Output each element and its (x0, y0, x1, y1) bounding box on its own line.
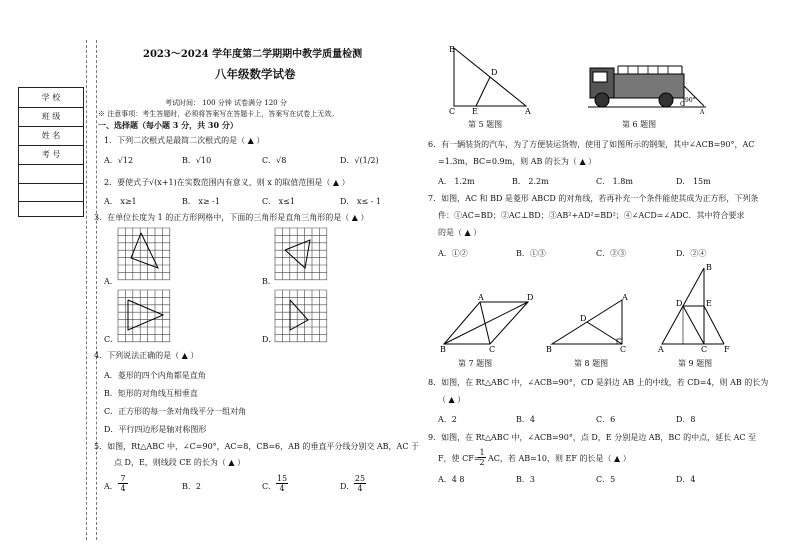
q9-stem2-b: AC，若 AB=10，则 EF 的长是（ ▲ ） (488, 454, 631, 463)
info-class: 班 级 (41, 112, 61, 121)
q3-option-c: C． (104, 335, 119, 344)
q4-stem: 4．下列说法正确的是（ ▲ ） (94, 351, 199, 360)
figure-9-caption: 第 9 题图 (678, 359, 713, 368)
q2-option-c: C． x≤1 (262, 197, 295, 206)
q9-option-a: A．4 8 (438, 475, 465, 484)
q8-stem: 8．如图，在 Rt△ABC 中，∠ACB=90°，CD 是斜边 AB 上的中线，若 CD=4，则 AB 的长为 (428, 378, 769, 387)
figure-9 (656, 262, 736, 354)
q6-option-c: C． 1.8m (596, 177, 633, 186)
q3-grid-a (118, 228, 172, 282)
f8-label-c: C (620, 345, 627, 354)
f9-label-c: C (701, 345, 708, 354)
q7-option-c: C．②③ (596, 249, 627, 258)
f9-label-b: B (706, 263, 712, 272)
f9-label-a: A (658, 345, 664, 354)
q2-option-a: A． x≥1 (104, 197, 137, 206)
q5-option-b: B．2 (182, 482, 201, 491)
binding-line (96, 40, 97, 540)
figure-8-caption: 第 8 题图 (574, 359, 609, 368)
f8-label-a: A (622, 293, 628, 302)
figure-7 (438, 294, 534, 354)
q8-option-d: D．8 (676, 415, 696, 424)
q5-option-d: D． (340, 482, 355, 491)
q7-stem: 7．如图，AC 和 BD 是菱形 ABCD 的对角线，若再补充一个条件能使其成为正方形，下列条 (428, 194, 759, 203)
f7-label-b: B (440, 345, 446, 354)
f5-label-c: C (449, 107, 456, 116)
q9-option-b: B．3 (516, 475, 535, 484)
q4-option-b: B．矩形的对角线互相垂直 (104, 389, 198, 398)
figure-7-caption: 第 7 题图 (458, 359, 493, 368)
q1-option-c: C．√8 (262, 156, 287, 165)
f6-label-a: A (700, 109, 705, 116)
q3-grid-b (275, 228, 329, 282)
q5-stem2: 点 D，E，则线段 CE 的长为（ ▲ ） (114, 458, 246, 467)
q4-option-c: C．正方形的每一条对角线平分一组对角 (104, 407, 247, 416)
q3-stem: 3．在单位长度为 1 的正方形网格中，下面的三角形是直角三角形的是（ ▲ ） (94, 213, 369, 222)
q7-stem2: 件：①AC=BD；②AC⊥BD；③AB²+AD²=BD²；④∠ACD=∠ADC．其中符合要求 (438, 211, 745, 220)
q1-option-d: D．√(1/2) (340, 156, 379, 165)
q8-stem2: （ ▲ ） (438, 395, 466, 404)
f7-label-a: A (478, 293, 484, 302)
q8-option-b: B．4 (516, 415, 535, 424)
student-info-table (18, 87, 84, 217)
q5-option-c: C． (262, 482, 277, 491)
f7-label-c: C (489, 345, 496, 354)
info-school: 学 校 (41, 93, 61, 102)
q5-option-a-fraction: 7 4 (118, 474, 128, 493)
q9-stem2-a: F，使 CF= (438, 454, 481, 463)
q1-stem: 1．下列二次根式是最简二次根式的是（ ▲ ） (104, 136, 265, 145)
q3-option-a: A． (104, 277, 118, 286)
q8-option-c: C．6 (596, 415, 616, 424)
exam-title: 2023～2024 学年度第二学期期中教学质量检测 (143, 49, 363, 60)
figure-5 (446, 44, 536, 118)
q9-option-c: C．5 (596, 475, 616, 484)
q2-option-b: B． x≥ -1 (182, 197, 220, 206)
q6-option-b: B． 2.2m (512, 177, 549, 186)
exam-meta: 考试时间： 100 分钟 试卷满分 120 分 (165, 99, 287, 107)
q3-grid-d (275, 290, 329, 344)
f8-label-b: B (546, 345, 552, 354)
section-title: 一、选择题（每小题 3 分，共 30 分） (98, 120, 238, 130)
q5-stem: 5．如图，Rt△ABC 中，∠C=90°，AC=8，CB=6，AB 的垂直平分线分别交 AB，AC 于 (94, 442, 419, 451)
binding-line (86, 40, 87, 540)
figure-6-truck (588, 60, 708, 116)
f5-label-d: D (491, 68, 498, 77)
q8-option-a: A．2 (438, 415, 457, 424)
q1-option-b: B．√10 (182, 156, 212, 165)
q2-option-d: D． x≤ - 1 (340, 197, 382, 206)
figure-8 (544, 294, 630, 354)
q9-option-d: D．4 (676, 475, 696, 484)
f8-label-d: D (580, 314, 587, 323)
q3-grid-c (118, 290, 172, 344)
q9-stem: 9．如图，在 Rt△ABC 中，∠ACB=90°，点 D，E 分别是边 AB，BC 的中点，延长 AC 至 (428, 433, 757, 442)
q1-option-a: A．√12 (104, 156, 134, 165)
q7-stem3: 的是（ ▲ ） (438, 228, 482, 237)
figure-5-caption: 第 5 题图 (468, 120, 503, 129)
f6-label-c: C (680, 101, 685, 108)
q6-stem2: =1.3m，BC=0.9m，则 AB 的长为（ ▲ ） (438, 157, 597, 166)
f5-label-e: E (472, 107, 478, 116)
notice: ※ 注意事项：考生答题时，必须将答案写在答题卡上，答案写在试卷上无效。 (98, 110, 339, 118)
q6-option-d: D． 15m (676, 177, 711, 186)
q3-option-d: D． (262, 335, 277, 344)
q7-option-b: B．①③ (516, 249, 546, 258)
f9-label-e: E (706, 299, 712, 308)
f6-label-angle: 90° (685, 97, 696, 104)
info-name: 姓 名 (41, 131, 61, 140)
f9-label-f: F (724, 345, 730, 354)
q7-option-a: A．①② (438, 249, 468, 258)
f5-label-a: A (525, 107, 531, 116)
q3-option-b: B． (262, 277, 276, 286)
q2-stem: 2．要使式子√(x+1)在实数范围内有意义，则 x 的取值范围是（ ▲ ） (104, 178, 350, 187)
q5-option-a: A． (104, 482, 118, 491)
exam-subtitle: 八年级数学试卷 (215, 67, 296, 81)
figure-6-caption: 第 6 题图 (622, 120, 657, 129)
q6-option-a: A． 1.2m (438, 177, 475, 186)
q5-option-d-fraction: 25 4 (354, 474, 366, 493)
q6-stem: 6．有一辆装货的汽车，为了方便装运货物，使用了如图所示的钢架，其中∠ACB=90°，AC (428, 140, 755, 149)
f7-label-d: D (527, 293, 534, 302)
info-number: 考 号 (41, 150, 61, 159)
q9-fraction: 1 2 (479, 448, 485, 467)
f9-label-d: D (676, 299, 683, 308)
f5-label-b: B (449, 45, 455, 54)
q5-option-c-fraction: 15 4 (276, 474, 288, 493)
q7-option-d: D．②④ (676, 249, 707, 258)
q4-option-a: A．菱形的四个内角都是直角 (104, 371, 206, 380)
q4-option-d: D．平行四边形是轴对称图形 (104, 425, 207, 434)
